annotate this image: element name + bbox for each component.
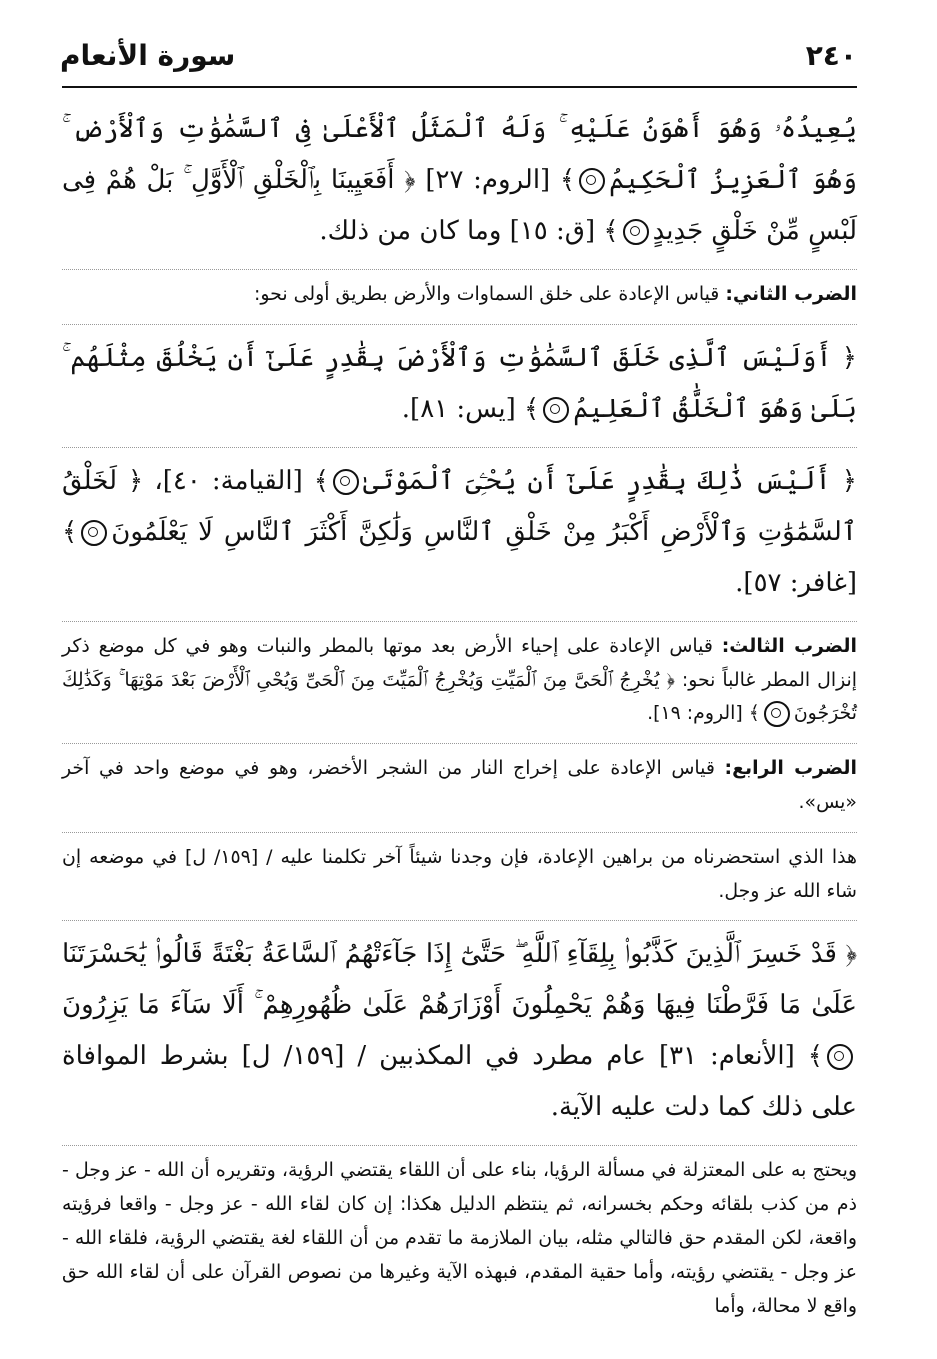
paragraph: [62, 621, 857, 743]
ayah-end-marker-icon: [579, 168, 605, 194]
paragraph-text: ﴿ أَلَيْسَ ذَٰلِكَ بِقَٰدِرٍ عَلَىٰٓ أَن يُحْـِۧىَ ٱلْمَوْتَىٰ: [363, 465, 857, 496]
ayah-end-marker-icon: [543, 397, 569, 423]
paragraph: [62, 324, 857, 447]
ayah-end-marker-icon: [827, 1044, 853, 1070]
ayah-end-marker-icon: [623, 219, 649, 245]
paragraph: [62, 1145, 857, 1335]
page-number: ٢٤٠: [805, 38, 857, 72]
paragraph-text: هذا الذي استحضرناه من براهين الإعادة، فإن وجدنا شيئاً آخر تكلمنا عليه / [١٥٩/ ل] في موضعه إن شاء الله عز وجل.: [62, 845, 857, 902]
paragraph-text: يُعِيدُهُۥ وَهُوَ أَهْوَنُ عَلَيْهِ ۚ وَلَهُ ٱلْمَثَلُ ٱلْأَعْلَىٰ فِى ٱلسَّمَٰوَٰتِ وَٱلْأَرْضِ ۚ وَهُوَ ٱلْعَزِيزُ ٱلْحَكِيمُ: [62, 114, 858, 195]
paragraph: [62, 447, 857, 621]
paragraph-text: ﴾ [الأنعام: ٣١] عام مطرد في المكذبين / [١٥٩/ ل] بشرط الموافاة على ذلك كما دلت عليه الآية.: [62, 1041, 857, 1123]
header-rule: [62, 86, 857, 88]
paragraph: [62, 96, 857, 269]
page-header: [60, 30, 857, 80]
paragraph-text: قياس الإعادة على خلق السماوات والأرض بطريق أولى نحو:: [254, 283, 720, 305]
paragraph: [62, 743, 857, 832]
section-heading: الضرب الثاني:: [725, 283, 857, 305]
paragraph-text: ويحتج به على المعتزلة في مسألة الرؤيا، بناء على أن اللقاء يقتضي الرؤية، وتقريره أن الله - عز وجل - ذم من كذب بلقائه وحكم بخسرانه، ثم ينتظم الدليل هكذا: إن كان لقاء الله - عز وجل - واقعا فرؤيته واقعة، لكن المقدم حق فالتالي مثله، بيان الملازمة ما تقدم من أن اللقاء لغة يقتضي الرؤية، فلقاء الله - عز وجل - يقتضي رؤيته، وأما حقية المقدم، فبهذه الآية وغيرها من نصوص القرآن على أن لقاء الله حق واقع لا محالة، وأما: [62, 1159, 857, 1317]
paragraph-text: ﴾ [يس: ٨١].: [401, 393, 540, 424]
paragraph-text: ﴾ [غافر: ٥٧].: [62, 516, 857, 598]
page-body: [62, 96, 857, 1335]
paragraph-text: قياس الإعادة على إخراج النار من الشجر الأخضر، وهو في موضع واحد في آخر «يس».: [62, 757, 857, 813]
paragraph-text: ﴿ قَدْ خَسِرَ ٱلَّذِينَ كَذَّبُوا۟ بِلِقَآءِ ٱللَّهِ ۖ حَتَّىٰٓ إِذَا جَآءَتْهُمُ ٱلسَّاعَةُ بَغْتَةً قَالُوا۟ يَٰحَسْرَتَنَا عَلَىٰ مَا فَرَّطْنَا فِيهَا وَهُمْ يَحْمِلُونَ أَوْزَارَهُمْ عَلَىٰ ظُهُورِهِمْ ۚ أَلَا سَآءَ مَا يَزِرُونَ: [62, 939, 857, 1021]
paragraph-text: ﴾ [الروم: ٢٧] ﴿ أَفَعَيِينَا بِٱلْخَلْقِ ٱلْأَوَّلِ ۚ بَلْ هُمْ فِى لَبْسٍ مِّنْ خَلْقٍ جَدِيدٍ: [62, 165, 857, 246]
ayah-end-marker-icon: [333, 469, 359, 495]
ayah-end-marker-icon: [764, 701, 790, 727]
paragraph-text: ﴾ [القيامة: ٤٠]، ﴿ لَخَلْقُ ٱلسَّمَٰوَٰتِ وَٱلْأَرْضِ أَكْبَرُ مِنْ خَلْقِ ٱلنَّاسِ وَلَٰكِنَّ أَكْثَرَ ٱلنَّاسِ لَا يَعْلَمُونَ: [62, 465, 857, 547]
ayah-end-marker-icon: [81, 520, 107, 546]
section-heading: الضرب الثالث:: [721, 634, 857, 657]
surah-title: سورة الأنعام: [60, 38, 236, 72]
paragraph: [62, 920, 857, 1145]
section-heading: الضرب الرابع:: [724, 757, 857, 780]
paragraph: [62, 832, 857, 921]
paragraph-text: ﴿ أَوَلَيْسَ ٱلَّذِى خَلَقَ ٱلسَّمَٰوَٰتِ وَٱلْأَرْضَ بِقَٰدِرٍ عَلَىٰٓ أَن يَخْلُقَ مِثْلَهُم ۚ بَلَىٰ وَهُوَ ٱلْخَلَّٰقُ ٱلْعَلِيمُ: [62, 342, 857, 424]
paragraph: [62, 269, 857, 324]
paragraph-text: ﴾ [ق: ١٥] وما كان من ذلك.: [319, 216, 619, 246]
paragraph-text: ﴾ [الروم: ١٩].: [647, 702, 760, 725]
paragraph-text: قياس الإعادة على إحياء الأرض بعد موتها بالمطر والنبات وهو في كل موضع ذكر إنزال المطر غالباً نحو: ﴿ يُخْرِجُ ٱلْحَىَّ مِنَ ٱلْمَيِّتِ وَيُخْرِجُ ٱلْمَيِّتَ مِنَ ٱلْحَىِّ وَيُحْىِ ٱلْأَرْضَ بَعْدَ مَوْتِهَا ۚ وَكَذَٰلِكَ تُخْرَجُونَ: [62, 634, 857, 725]
